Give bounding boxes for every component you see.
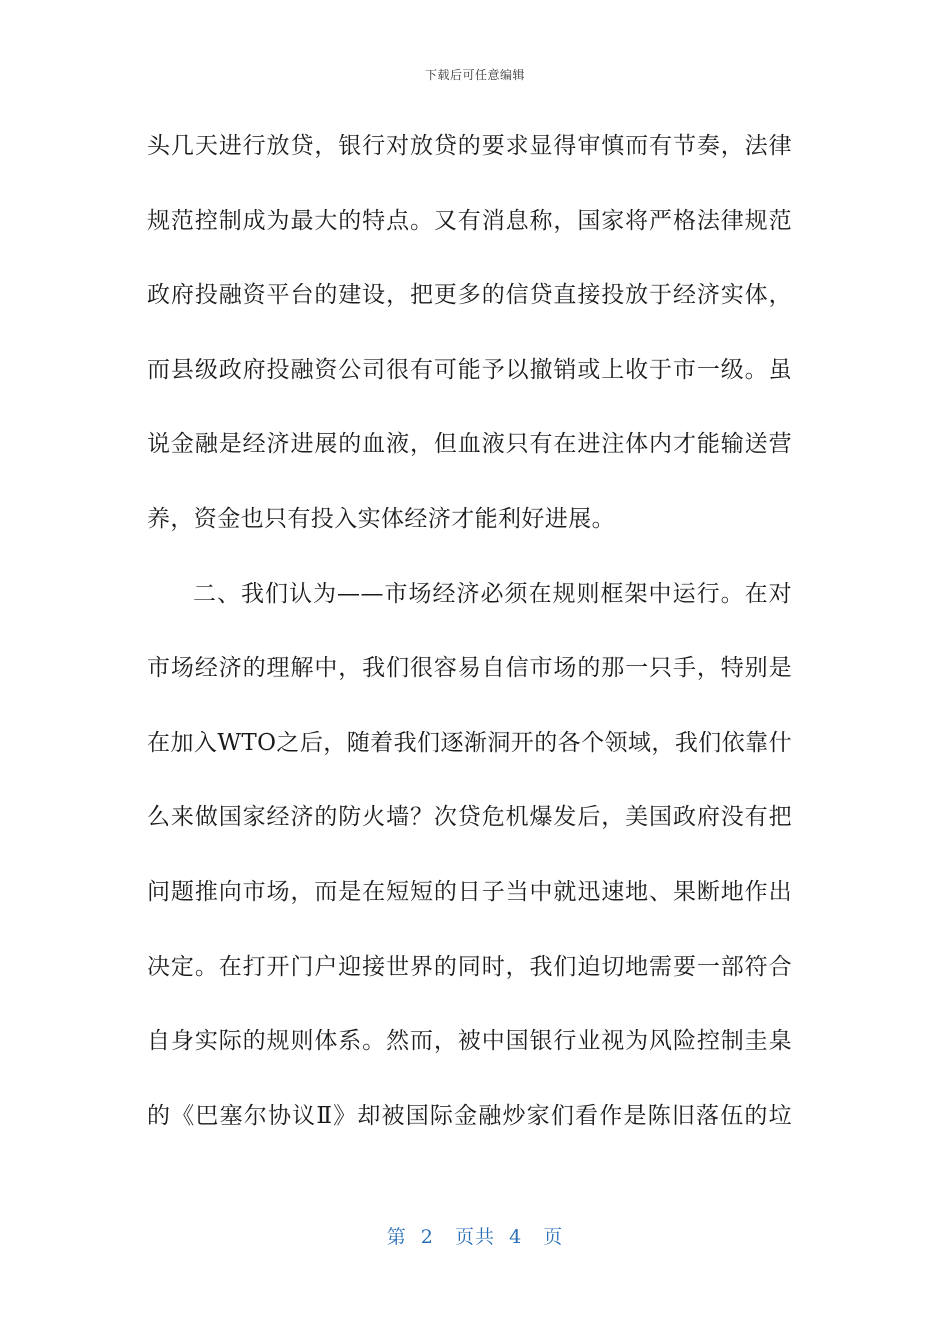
text-line: 的《巴塞尔协议Ⅱ》却被国际金融炒家们看作是陈旧落伍的垃 [147,1102,792,1129]
text-line: 政府投融资平台的建设，把更多的信贷直接投放于经济实体， [147,282,792,309]
text-line: 在加入WTO之后，随着我们逐渐洞开的各个领域，我们依靠什 [147,729,792,756]
page-header-note: 下载后可任意编辑 [424,68,525,82]
text-line: 规范控制成为最大的特点。又有消息称，国家将严格法律规范 [147,207,792,234]
paragraph-2 [147,566,792,1163]
text-line: 而县级政府投融资公司很有可能予以撤销或上收于市一级。虽 [147,356,792,383]
text-line: 说金融是经济进展的血液，但血液只有在进注体内才能输送营 [147,431,792,458]
text-line: 么来做国家经济的防火墙？次贷危机爆发后，美国政府没有把 [147,804,792,831]
text-line: 自身实际的规则体系。然而，被中国银行业视为风险控制圭臬 [147,1028,792,1055]
text-line: 市场经济的理解中，我们很容易自信市场的那一只手，特别是 [147,655,792,682]
text-line: 决定。在打开门户迎接世界的同时，我们迫切地需要一部符合 [147,953,792,980]
document-body [147,118,792,1162]
paragraph-1 [147,118,792,566]
text-line: 养，资金也只有投入实体经济才能利好进展。 [147,505,615,532]
text-line: 问题推向市场，而是在短短的日子当中就迅速地、果断地作出 [147,878,792,905]
text-line: 二、我们认为——市场经济必须在规则框架中运行。在对 [193,580,792,607]
text-line: 头几天进行放贷，银行对放贷的要求显得审慎而有节奏，法律 [147,133,792,159]
page-number-footer: 第 2 页共 4 页 [386,1226,564,1248]
